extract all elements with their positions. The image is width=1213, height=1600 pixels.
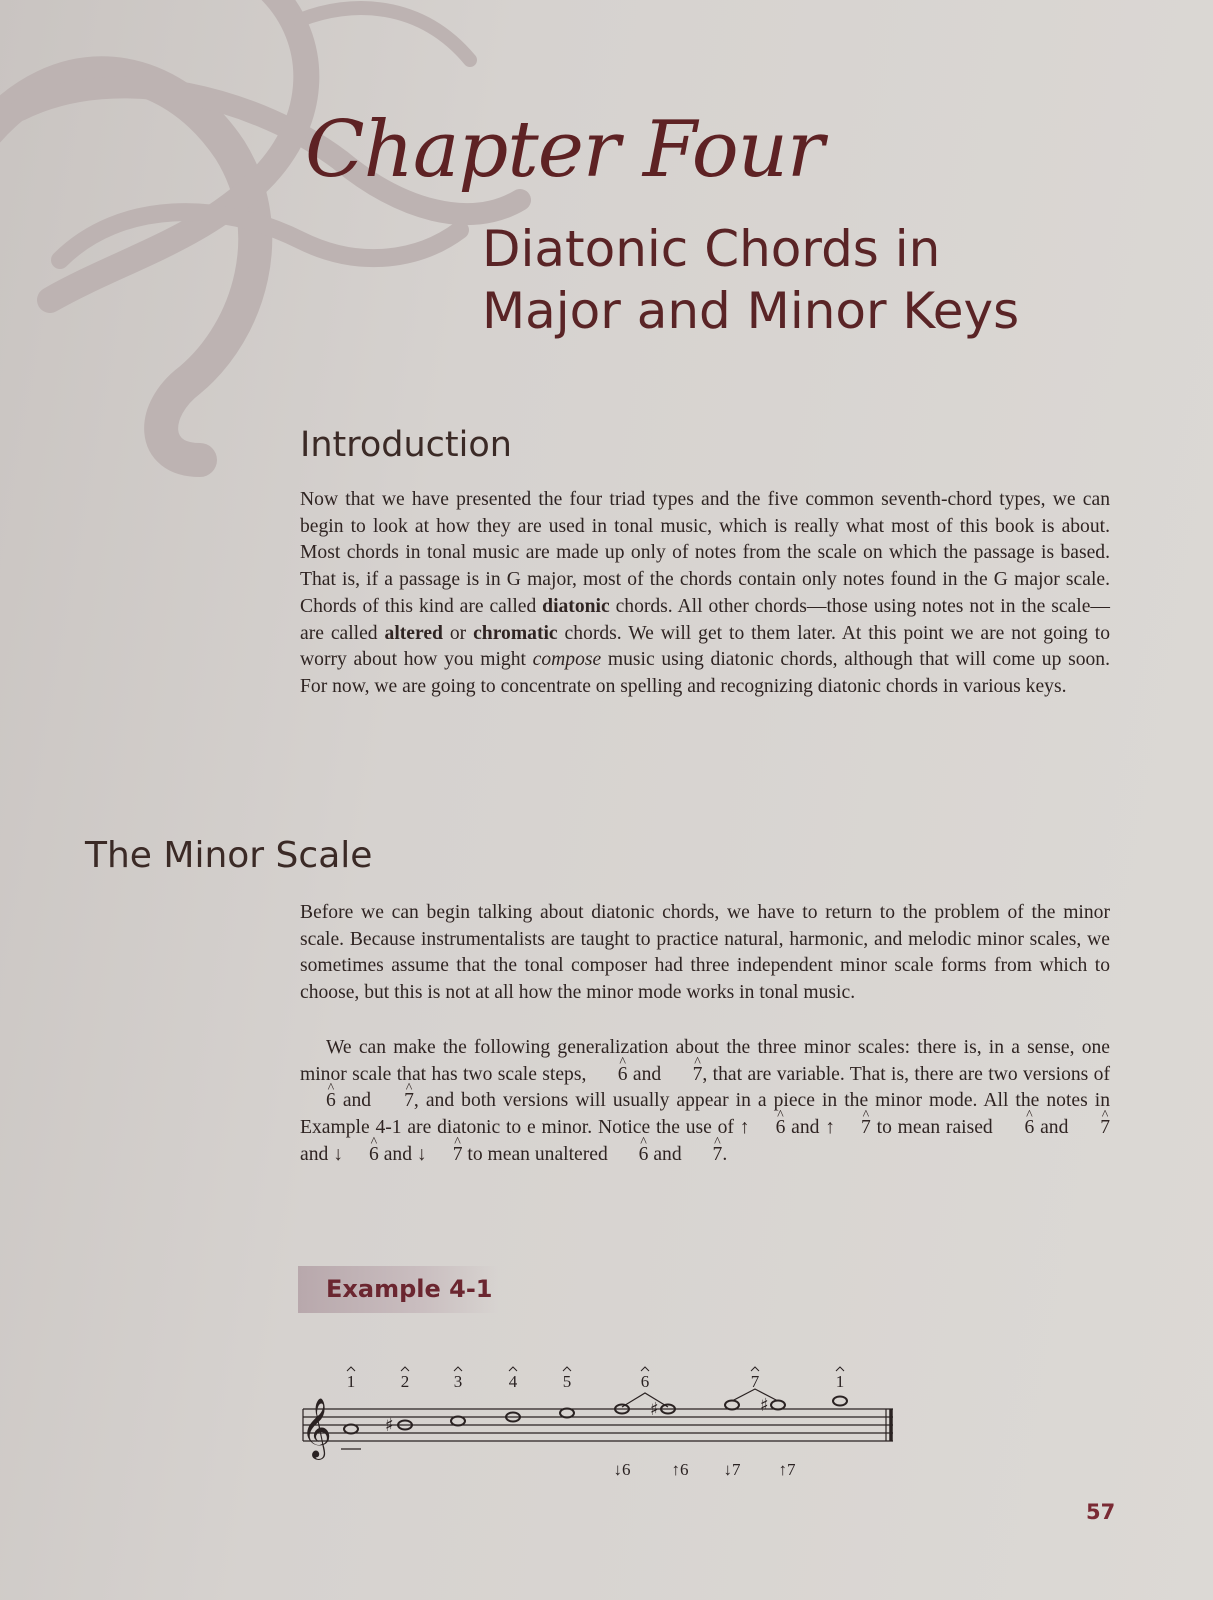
degree-label-2: 2 [400,1372,410,1391]
sharp-icon: ♯ [650,1399,659,1420]
text-run: Now that we have presented the four triad types and the five common seventh-chord types, we can begin to look at how they are used in tonal music, which is really what most of this book is about. Most chords in tonal music are made up only of notes from the scale on which the passage is based. That is, if a passage is in G major, most of the chords contain only notes found in the G major scale. Chords of this kind are called [300,489,1110,617]
note-e [344,1425,358,1434]
text-run: chords. We will get to them later. At this point we are not going to worry about how you might [300,622,1110,671]
sharp-signs [385,1395,769,1436]
text-run: music using diatonic chords, although that will come up soon. For now, we are going to concentrate on spelling and recognizing diatonic chords in various keys. [300,649,1110,697]
variant-label-raised-7: ↑7 [778,1460,796,1479]
text-run: , that are variable. That is, there are two versions of [702,1063,1111,1085]
text-run: We can make the following generalization about the three minor scales: there is, in a sense, one minor scale that has two scale steps, [300,1037,1110,1085]
example-label: Example 4-1 [298,1266,498,1313]
chapter-subtitle-line2: Major and Minor Keys [482,282,1020,340]
term-chromatic: chromatic [473,622,558,644]
sharp-icon: ♯ [385,1415,394,1436]
text-run: and ↓ [300,1143,343,1165]
text-run: to mean unaltered [462,1143,613,1165]
treble-clef-icon: 𝄞 [301,1398,332,1458]
degree-label-3: 3 [453,1372,463,1391]
scale-degree: ^ 6 [999,1115,1035,1142]
scale-degree: ^ 6 [592,1062,628,1089]
chapter-title: Chapter Four [305,105,824,195]
text-run: , and both versions will usually appear in a piece in the minor mode. All the notes in Example 4-1 are diatonic to e minor. Notice the use of ↑ [300,1090,1110,1139]
variant-brackets [622,1389,778,1407]
text-run: or [442,622,474,644]
text-run: . [722,1143,728,1165]
degree-label-6: 6 [640,1372,650,1391]
scale-degree: ^ 6 [300,1088,336,1115]
variant-label-lowered-7: ↓7 [723,1460,741,1479]
text-run: to mean raised [870,1117,999,1139]
page-number: 57 [1086,1500,1116,1524]
scale-degree: ^ 6 [343,1142,379,1169]
introduction-heading: Introduction [300,425,512,465]
scale-degree: ^ 7 [835,1115,871,1142]
minor-scale-paragraph-2 [300,1035,1110,1169]
chapter-subtitle-line1: Diatonic Chords in [482,220,941,278]
chapter-subtitle [482,218,1019,342]
text-run: and [627,1063,667,1085]
scale-degree: ^ 6 [750,1115,786,1142]
scale-degree: ^ 7 [687,1142,723,1169]
emphasis-compose: compose [532,649,602,671]
scale-degree: ^ 7 [378,1088,414,1115]
note-d [725,1401,739,1410]
term-diatonic: diatonic [542,595,610,617]
text-run: and ↑ [785,1117,836,1139]
scale-degree: ^ 7 [427,1142,463,1169]
note-g [451,1417,465,1426]
minor-scale-paragraph-1: Before we can begin talking about diatonic chords, we have to return to the problem of the minor scale. Because instrumentalists are taught to practice natural, harmonic, and melodic minor scales, we sometimes assume that the tonal composer had three independent minor scale forms from which to choose, but this is not at all how the minor mode works in tonal music. [300,902,1110,1004]
degree-label-8: 1 [835,1372,845,1391]
degree-label-5: 5 [562,1372,572,1391]
term-altered: altered [384,622,443,644]
text-run: and ↓ [378,1143,427,1165]
degree-label-1: 1 [346,1372,356,1391]
music-staff-example [295,1365,915,1485]
variant-label-lowered-6: ↓6 [613,1460,631,1479]
note-e-high [833,1397,847,1406]
variant-labels [614,1460,797,1479]
note-b [560,1409,574,1418]
text-run: and [335,1090,379,1112]
degree-carets [347,1367,844,1371]
degree-label-4: 4 [508,1372,518,1391]
sharp-icon: ♯ [760,1395,769,1416]
text-run: chords. All other chords—those using notes not in the scale—are called [300,595,1110,644]
text-run: and [1034,1117,1075,1139]
scale-degree-labels [347,1367,845,1407]
scale-degree: ^ 7 [1074,1115,1110,1142]
text-run: and [648,1143,687,1165]
note-d-sharp [771,1401,785,1410]
scale-degree: ^ 6 [613,1142,649,1169]
minor-scale-heading: The Minor Scale [85,835,373,876]
introduction-paragraph [300,487,1110,701]
variant-label-raised-6: ↑6 [671,1460,689,1479]
scale-degree: ^ 7 [667,1062,703,1089]
degree-label-7: 7 [750,1372,760,1391]
